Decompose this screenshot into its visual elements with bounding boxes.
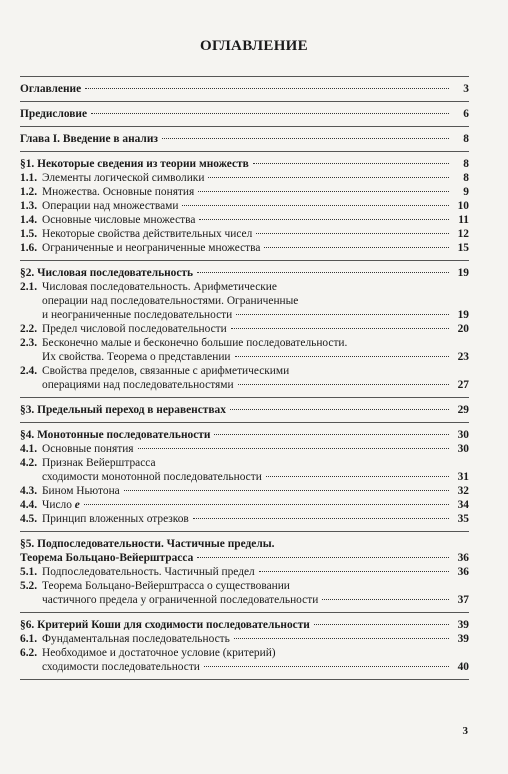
toc-divider bbox=[20, 101, 469, 102]
entry-number: 1.2. bbox=[20, 186, 38, 198]
entry-number: 6.1. bbox=[20, 633, 38, 645]
toc-subsection-entry[interactable] bbox=[20, 512, 469, 526]
entry-number: 2.1. bbox=[20, 281, 38, 293]
toc-section-entry[interactable] bbox=[20, 132, 469, 146]
toc-subsection-entry[interactable] bbox=[20, 632, 469, 646]
toc-subsection-entry[interactable] bbox=[20, 185, 469, 199]
dot-leader bbox=[235, 356, 449, 357]
toc-subsection-entry[interactable] bbox=[20, 579, 469, 607]
entry-text: Некоторые свойства действительных чисел bbox=[42, 228, 253, 240]
toc-section-entry[interactable] bbox=[20, 266, 469, 280]
toc-divider bbox=[20, 126, 469, 127]
entry-number: 1.5. bbox=[20, 228, 38, 240]
dot-leader bbox=[197, 272, 449, 273]
entry-text: частичного предела у ограниченной последовательности bbox=[42, 594, 319, 606]
entry-text: §4. Монотонные последовательности bbox=[20, 429, 211, 441]
entry-text: Глава I. Введение в анализ bbox=[20, 133, 158, 145]
entry-text: §6. Критерий Коши для сходимости последовательности bbox=[20, 619, 310, 631]
entry-text: Бином Ньютона bbox=[42, 485, 120, 497]
entry-text: Множества. Основные понятия bbox=[42, 186, 195, 198]
dot-leader bbox=[314, 624, 449, 625]
entry-text: Их свойства. Теорема о представлении bbox=[42, 351, 231, 363]
entry-number: 6.2. bbox=[20, 647, 38, 659]
toc-divider bbox=[20, 151, 469, 152]
entry-page-number: 6 bbox=[463, 108, 469, 120]
page-title: ОГЛАВЛЕНИЕ bbox=[200, 38, 308, 54]
toc-subsection-entry[interactable] bbox=[20, 484, 469, 498]
toc-subsection-entry[interactable] bbox=[20, 213, 469, 227]
toc-divider bbox=[20, 397, 469, 398]
dot-leader bbox=[234, 638, 449, 639]
dot-leader bbox=[91, 113, 449, 114]
entry-text: §1. Некоторые сведения из теории множеств bbox=[20, 158, 249, 170]
entry-number: 5.2. bbox=[20, 580, 38, 592]
entry-page-number: 30 bbox=[457, 429, 469, 441]
entry-number: 1.1. bbox=[20, 172, 38, 184]
dot-leader bbox=[124, 490, 449, 491]
entry-text: §5. Подпоследовательности. Частичные пределы. bbox=[20, 538, 275, 550]
entry-page-number: 3 bbox=[463, 83, 469, 95]
entry-text: Оглавление bbox=[20, 83, 82, 95]
entry-text: Признак Вейерштрасса bbox=[42, 457, 156, 469]
entry-page-number: 19 bbox=[457, 267, 469, 279]
entry-text: Бесконечно малые и бесконечно большие последовательности. bbox=[42, 337, 348, 349]
entry-text: Теорема Больцано-Вейерштрасса bbox=[20, 552, 194, 564]
entry-text: §2. Числовая последовательность bbox=[20, 267, 194, 279]
toc-subsection-entry[interactable] bbox=[20, 364, 469, 392]
entry-text: сходимости последовательности bbox=[42, 661, 200, 673]
toc-divider bbox=[20, 612, 469, 613]
entry-page-number: 9 bbox=[463, 186, 469, 198]
entry-page-number: 8 bbox=[463, 158, 469, 170]
entry-text: Основные понятия bbox=[42, 443, 134, 455]
dot-leader bbox=[230, 409, 449, 410]
toc-section-entry[interactable] bbox=[20, 157, 469, 171]
entry-page-number: 20 bbox=[457, 323, 469, 335]
entry-text: операциями над последовательностями bbox=[42, 379, 234, 391]
toc-divider bbox=[20, 260, 469, 261]
toc-subsection-entry[interactable] bbox=[20, 322, 469, 336]
entry-text: Свойства пределов, связанные с арифметическими bbox=[42, 365, 290, 377]
entry-page-number: 31 bbox=[457, 471, 469, 483]
dot-leader bbox=[85, 88, 449, 89]
dot-leader bbox=[256, 233, 449, 234]
toc-subsection-entry[interactable] bbox=[20, 336, 469, 364]
entry-page-number: 34 bbox=[457, 499, 469, 511]
entry-text: и неограниченные последовательности bbox=[42, 309, 233, 321]
entry-number: 4.2. bbox=[20, 457, 38, 469]
dot-leader bbox=[253, 163, 449, 164]
entry-page-number: 12 bbox=[457, 228, 469, 240]
entry-text: Числовая последовательность. Арифметические bbox=[42, 281, 277, 293]
entry-text: Элементы логической символики bbox=[42, 172, 205, 184]
toc-subsection-entry[interactable] bbox=[20, 280, 469, 322]
toc-subsection-entry[interactable] bbox=[20, 442, 469, 456]
entry-page-number: 35 bbox=[457, 513, 469, 525]
entry-page-number: 39 bbox=[457, 619, 469, 631]
entry-text: операции над последовательностями. Ограниченные bbox=[42, 295, 299, 307]
entry-page-number: 8 bbox=[463, 133, 469, 145]
toc-subsection-entry[interactable] bbox=[20, 241, 469, 255]
dot-leader bbox=[84, 504, 449, 505]
entry-page-number: 19 bbox=[457, 309, 469, 321]
entry-page-number: 10 bbox=[457, 200, 469, 212]
entry-symbol: e bbox=[74, 499, 80, 511]
dot-leader bbox=[204, 666, 449, 667]
toc-divider bbox=[20, 76, 469, 77]
toc-section-entry[interactable] bbox=[20, 82, 469, 96]
dot-leader bbox=[197, 557, 449, 558]
toc-subsection-entry[interactable] bbox=[20, 646, 469, 674]
entry-text: Необходимое и достаточное условие (критерий) bbox=[42, 647, 276, 659]
toc-subsection-entry[interactable] bbox=[20, 171, 469, 185]
entry-page-number: 32 bbox=[457, 485, 469, 497]
toc-section-entry[interactable] bbox=[20, 107, 469, 121]
entry-text: Основные числовые множества bbox=[42, 214, 196, 226]
dot-leader bbox=[236, 314, 449, 315]
entry-page-number: 30 bbox=[457, 443, 469, 455]
entry-page-number: 27 bbox=[457, 379, 469, 391]
dot-leader bbox=[162, 138, 449, 139]
entry-text: Предел числовой последовательности bbox=[42, 323, 227, 335]
dot-leader bbox=[266, 476, 449, 477]
dot-leader bbox=[264, 247, 449, 248]
entry-page-number: 23 bbox=[457, 351, 469, 363]
entry-number: 5.1. bbox=[20, 566, 38, 578]
entry-page-number: 29 bbox=[457, 404, 469, 416]
toc-subsection-entry[interactable] bbox=[20, 565, 469, 579]
dot-leader bbox=[193, 518, 449, 519]
entry-page-number: 8 bbox=[463, 172, 469, 184]
toc-section-entry[interactable] bbox=[20, 403, 469, 417]
entry-page-number: 36 bbox=[457, 552, 469, 564]
dot-leader bbox=[208, 177, 449, 178]
toc-subsection-entry[interactable] bbox=[20, 498, 469, 512]
entry-page-number: 36 bbox=[457, 566, 469, 578]
entry-number: 1.3. bbox=[20, 200, 38, 212]
entry-number: 1.6. bbox=[20, 242, 38, 254]
dot-leader bbox=[199, 219, 449, 220]
dot-leader bbox=[138, 448, 449, 449]
entry-text: Принцип вложенных отрезков bbox=[42, 513, 189, 525]
entry-text: Теорема Больцано-Вейерштрасса о существовании bbox=[42, 580, 290, 592]
entry-text: Подпоследовательность. Частичный предел bbox=[42, 566, 255, 578]
entry-number: 4.4. bbox=[20, 499, 38, 511]
entry-number: 4.1. bbox=[20, 443, 38, 455]
toc-divider bbox=[20, 422, 469, 423]
entry-page-number: 11 bbox=[458, 214, 469, 226]
entry-number: 4.3. bbox=[20, 485, 38, 497]
dot-leader bbox=[322, 599, 449, 600]
entry-text: сходимости монотонной последовательности bbox=[42, 471, 262, 483]
entry-text: Число e bbox=[42, 499, 80, 511]
toc-section-entry[interactable] bbox=[20, 618, 469, 632]
entry-page-number: 39 bbox=[457, 633, 469, 645]
toc-section-entry[interactable] bbox=[20, 428, 469, 442]
dot-leader bbox=[259, 571, 449, 572]
toc-divider bbox=[20, 679, 469, 680]
dot-leader bbox=[231, 328, 449, 329]
entry-text: Предисловие bbox=[20, 108, 88, 120]
toc-subsection-entry[interactable] bbox=[20, 199, 469, 213]
dot-leader bbox=[198, 191, 449, 192]
entry-page-number: 37 bbox=[457, 594, 469, 606]
entry-text: Фундаментальная последовательность bbox=[42, 633, 230, 645]
entry-number: 2.3. bbox=[20, 337, 38, 349]
entry-text: Ограниченные и неограниченные множества bbox=[42, 242, 261, 254]
entry-page-number: 15 bbox=[457, 242, 469, 254]
table-of-contents bbox=[20, 71, 469, 685]
entry-page-number: 40 bbox=[457, 661, 469, 673]
entry-number: 2.4. bbox=[20, 365, 38, 377]
toc-section-entry[interactable] bbox=[20, 537, 469, 565]
page-number: 3 bbox=[462, 725, 468, 737]
dot-leader bbox=[182, 205, 449, 206]
entry-text: Операции над множествами bbox=[42, 200, 179, 212]
toc-subsection-entry[interactable] bbox=[20, 456, 469, 484]
entry-number: 4.5. bbox=[20, 513, 38, 525]
dot-leader bbox=[238, 384, 449, 385]
toc-subsection-entry[interactable] bbox=[20, 227, 469, 241]
entry-text: §3. Предельный переход в неравенствах bbox=[20, 404, 226, 416]
entry-number: 2.2. bbox=[20, 323, 38, 335]
toc-divider bbox=[20, 531, 469, 532]
entry-number: 1.4. bbox=[20, 214, 38, 226]
dot-leader bbox=[214, 434, 449, 435]
